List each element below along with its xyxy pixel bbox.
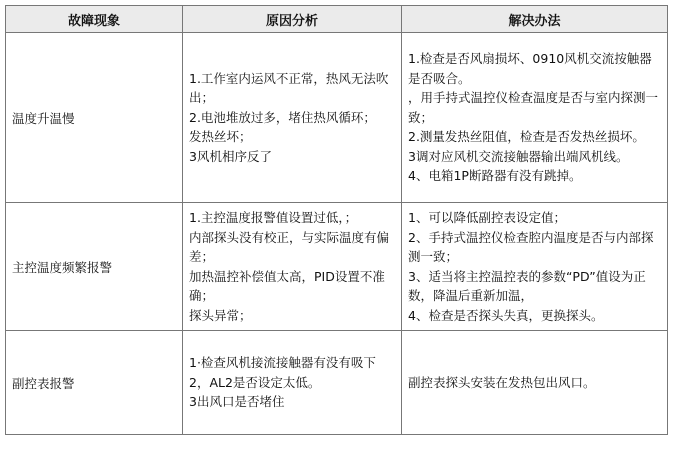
- solution-line: 2、手持式温控仪检查腔内温度是否与内部探测一致；: [408, 229, 654, 264]
- header-phenomenon: 故障现象: [6, 6, 183, 33]
- header-row: [6, 6, 668, 33]
- solution-line: 副控表探头安装在发热包出风口。: [408, 374, 596, 390]
- solution-line: 1、可以降低副控表设定值；: [408, 210, 566, 225]
- solution-cell: [402, 203, 668, 331]
- solution-line: 4、电箱1P断路器有没有跳掉。: [408, 168, 582, 184]
- solution-line: 1.检查是否风扇损坏、0910风机交流按触器是否吸合。: [408, 51, 652, 86]
- solution-cell: [402, 331, 668, 435]
- cause-cell: [183, 331, 402, 435]
- phenomenon-cell: 温度升温慢: [6, 33, 183, 203]
- cause-line: 1.主控温度报警值设置过低，；: [189, 210, 358, 225]
- cause-line: 探头异常；: [189, 307, 252, 323]
- solution-line: 4、检查是否探头失真，更换探头。: [408, 307, 604, 323]
- table-row: [6, 203, 668, 331]
- cause-cell: [183, 33, 402, 203]
- cause-line: 2，AL2是否设定太低。: [189, 374, 321, 390]
- table-row: [6, 331, 668, 435]
- phenomenon-cell: 副控表报警: [6, 331, 183, 435]
- solution-line: ，用手持式温控仪检查温度是否与室内探测一致；: [408, 90, 659, 125]
- solution-line: 3调对应风机交流接触器输出端风机线。: [408, 148, 629, 164]
- cause-line: 加热温控补偿值太高，PID设置不准确；: [189, 268, 385, 303]
- solution-line: 2.测量发热丝阻值，检查是否发热丝损坏。: [408, 129, 645, 145]
- cause-line: 1·检查风机接流接触器有没有吸下: [189, 355, 376, 371]
- header-solution: 解决办法: [402, 6, 668, 33]
- phenomenon-cell: 主控温度频繁报警: [6, 203, 183, 331]
- cause-line: 3出风口是否堵住: [189, 394, 285, 410]
- cause-line: 发热丝坏；: [189, 129, 252, 145]
- cause-line: 1.工作室内运风不正常，热风无法吹出；: [189, 70, 389, 106]
- cause-line: 内部探头没有校正，与实际温度有偏差；: [189, 229, 390, 264]
- cause-cell: [183, 203, 402, 331]
- header-cause: 原因分析: [183, 6, 402, 33]
- table-row: [6, 33, 668, 203]
- fault-table: [5, 5, 668, 435]
- solution-cell: [402, 33, 668, 203]
- solution-line: 3、适当将主控温控表的参数“PD”值设为正数，降温后重新加温，: [408, 268, 646, 303]
- cause-line: 3风机相序反了: [189, 148, 272, 164]
- cause-line: 2.电池堆放过多，堵住热风循环；: [189, 109, 376, 125]
